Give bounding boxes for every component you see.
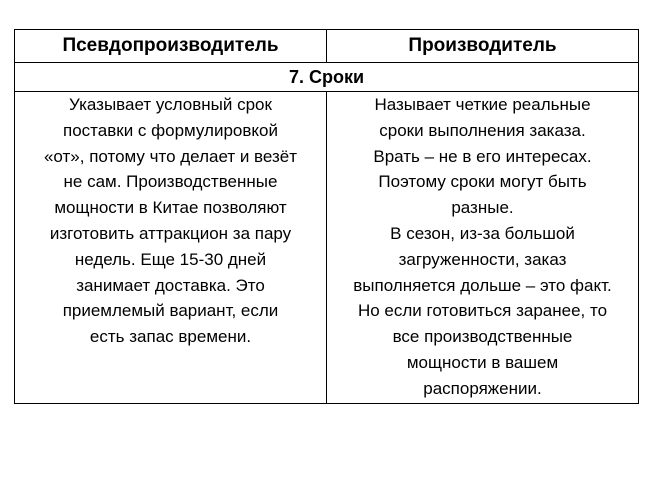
content-row — [15, 92, 639, 404]
comparison-table — [14, 29, 639, 404]
section-row — [15, 63, 639, 92]
header-row — [15, 30, 639, 63]
text-line: мощности в Китае позволяют — [54, 198, 287, 218]
text-line: мощности в вашем — [406, 352, 559, 372]
header-manufacturer: Производитель — [327, 30, 639, 63]
text-line: Врать – не в его интересах. — [373, 146, 592, 166]
pseudo-manufacturer-text — [15, 92, 327, 404]
text-line: Но если готовиться заранее, то — [357, 301, 608, 321]
text-line: Поэтому сроки могут быть — [378, 172, 587, 192]
text-line: поставки с формулировкой — [63, 120, 278, 140]
text-line: выполняется дольше – это факт. — [353, 275, 612, 295]
text-line: загруженности, заказ — [398, 249, 567, 269]
header-pseudo-manufacturer: Псевдопроизводитель — [15, 30, 327, 63]
text-line: недель. Еще 15-30 дней — [74, 249, 267, 269]
text-line: «от», потому что делает и везёт — [43, 146, 298, 166]
text-line: приемлемый вариант, если — [62, 301, 279, 321]
text-line: Называет четкие реальные — [374, 95, 591, 114]
text-line: распоряжении. — [423, 378, 542, 398]
text-line: сроки выполнения заказа. — [379, 120, 586, 140]
text-line: есть запас времени. — [89, 327, 252, 347]
text-line: не сам. Производственные — [63, 172, 278, 192]
text-line: занимает доставка. Это — [76, 275, 265, 295]
section-title: 7. Сроки — [15, 63, 639, 92]
text-line: Указывает условный срок — [69, 95, 272, 114]
manufacturer-text — [327, 92, 639, 404]
text-line: все производственные — [392, 327, 573, 347]
text-line: В сезон, из-за большой — [390, 223, 575, 243]
text-line: разные. — [451, 198, 514, 218]
text-line: изготовить аттракцион за пару — [49, 223, 292, 243]
